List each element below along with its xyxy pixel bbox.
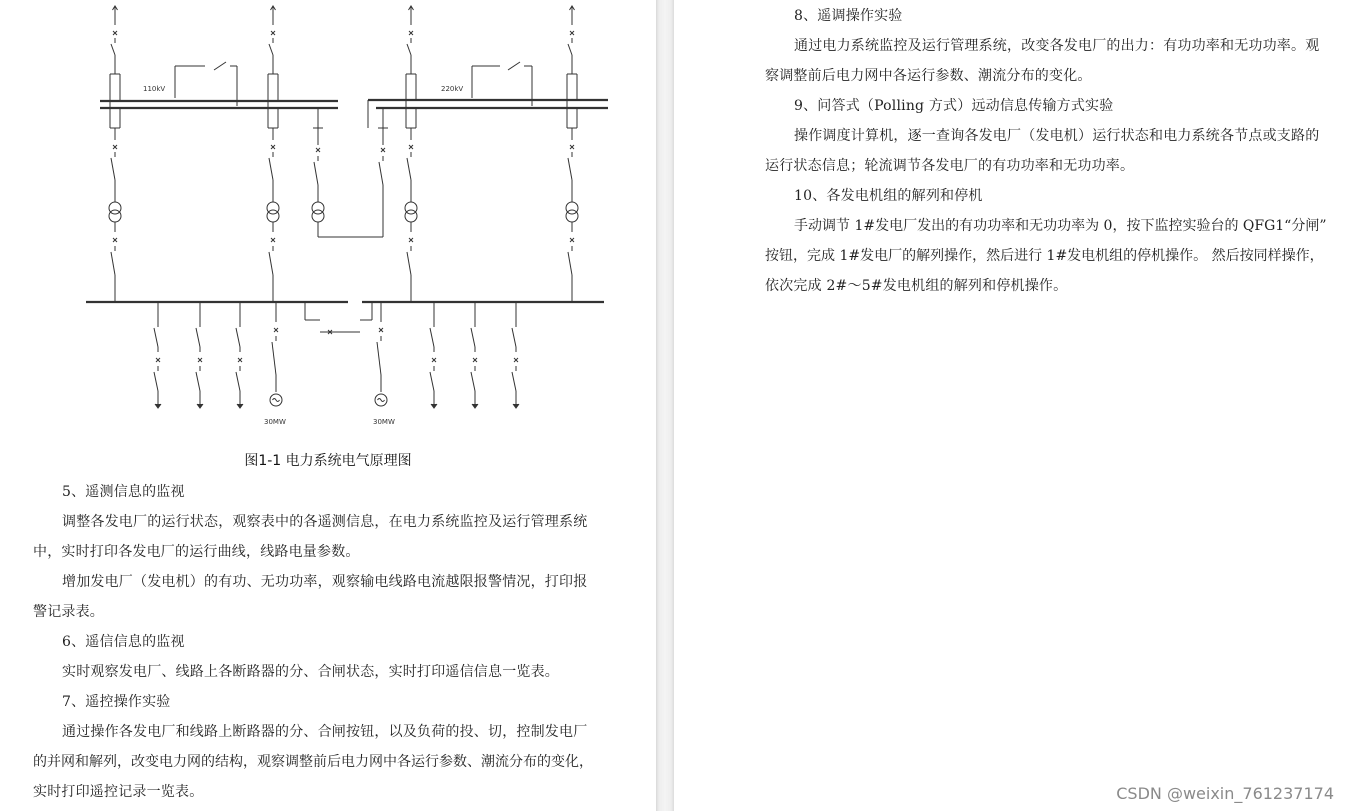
disconnector-switch: [379, 162, 383, 185]
disconnector-switch: [407, 44, 411, 55]
generator-icon: [378, 399, 385, 402]
disconnector-switch: [154, 372, 158, 391]
paragraph-line: 依次完成 2#～5#发电机组的解列和停机操作。: [765, 278, 1068, 294]
load-arrow-icon: [237, 404, 243, 408]
document-page-right: [674, 0, 1350, 811]
transformer-icon: [312, 210, 324, 222]
disconnector-switch: [196, 328, 200, 347]
disconnector-switch: [568, 44, 572, 55]
disconnector-switch: [111, 158, 115, 180]
disconnector-switch: [512, 328, 516, 347]
disconnector-switch: [269, 252, 273, 275]
bus-coupler-switch: [214, 62, 226, 70]
paragraph-line: 通过电力系统监控及运行管理系统，改变各发电厂的出力：有功功率和无功功率。观: [794, 38, 1320, 54]
paragraph-line: 察调整前后电力网中各运行参数、潮流分布的变化。: [765, 68, 1092, 84]
power-system-diagram: [0, 0, 656, 440]
transformer-icon: [109, 210, 121, 222]
disconnector-switch: [269, 44, 273, 55]
heading-section-10: 10、各发电机组的解列和停机: [794, 188, 983, 204]
page-gutter: [656, 0, 674, 811]
paragraph-line: 实时打印遥控记录一览表。: [33, 784, 204, 800]
generator-icon: [273, 399, 280, 402]
paragraph-line: 通过操作各发电厂和线路上断路器的分、合闸按钮，以及负荷的投、切，控制发电厂: [62, 724, 588, 740]
disconnector-switch: [314, 162, 318, 185]
load-arrow-icon: [431, 404, 437, 408]
paragraph-line: 运行状态信息；轮流调节各发电厂的有功功率和无功功率。: [765, 158, 1135, 174]
load-arrow-icon: [472, 404, 478, 408]
disconnector-switch: [377, 342, 381, 375]
load-arrow-icon: [197, 404, 203, 408]
paragraph-line: 中，实时打印各发电厂的运行曲线，线路电量参数。: [33, 544, 360, 560]
bus-label-220kv: 220kV: [441, 85, 464, 93]
heading-section-7: 7、遥控操作实验: [62, 694, 171, 710]
disconnector-switch: [236, 372, 240, 391]
paragraph-line: 调整各发电厂的运行状态，观察表中的各遥测信息，在电力系统监控及运行管理系统: [62, 514, 588, 530]
heading-section-6: 6、遥信信息的监视: [62, 634, 185, 650]
generator-label-right: 30MW: [373, 418, 395, 426]
transformer-icon: [267, 210, 279, 222]
heading-section-8: 8、遥调操作实验: [794, 8, 903, 24]
disconnector-switch: [430, 372, 434, 391]
paragraph-line: 的并网和解列，改变电力网的结构，观察调整前后电力网中各运行参数、潮流分布的变化，: [33, 754, 593, 770]
paragraph-line: 警记录表。: [33, 604, 104, 620]
generator-label-left: 30MW: [264, 418, 286, 426]
disconnector-switch: [512, 372, 516, 391]
paragraph-line: 按钮，完成 1#发电厂的解列操作，然后进行 1#发电机组的停机操作。 然后按同样操作，: [765, 248, 1324, 264]
disconnector-switch: [568, 252, 572, 275]
disconnector-switch: [111, 252, 115, 275]
disconnector-switch: [272, 342, 276, 375]
watermark: CSDN @weixin_761237174: [1116, 784, 1334, 803]
paragraph-line: 实时观察发电厂、线路上各断路器的分、合闸状态，实时打印遥信信息一览表。: [62, 664, 559, 680]
disconnector-switch: [111, 44, 115, 55]
load-arrow-icon: [513, 404, 519, 408]
transformer-icon: [405, 210, 417, 222]
heading-section-9: 9、问答式（Polling 方式）远动信息传输方式实验: [794, 98, 1114, 114]
paragraph-line: 手动调节 1#发电厂发出的有功功率和无功功率为 0，按下监控实验台的 QFG1“分闸”: [794, 218, 1327, 234]
load-arrow-icon: [155, 404, 161, 408]
disconnector-switch: [407, 158, 411, 180]
paragraph-line: 操作调度计算机，逐一查询各发电厂（发电机）运行状态和电力系统各节点或支路的: [794, 128, 1320, 144]
paragraph-line: 增加发电厂（发电机）的有功、无功功率，观察输电线路电流越限报警情况，打印报: [62, 574, 588, 590]
disconnector-switch: [407, 252, 411, 275]
document-page-left: [0, 0, 656, 811]
transformer-icon: [566, 210, 578, 222]
bus-coupler-switch: [508, 62, 520, 70]
disconnector-switch: [154, 328, 158, 347]
bus-label-110kv: 110kV: [143, 85, 166, 93]
disconnector-switch: [471, 328, 475, 347]
disconnector-switch: [196, 372, 200, 391]
disconnector-switch: [236, 328, 240, 347]
heading-section-5: 5、遥测信息的监视: [62, 484, 185, 500]
disconnector-switch: [471, 372, 475, 391]
disconnector-switch: [430, 328, 434, 347]
disconnector-switch: [269, 158, 273, 180]
disconnector-switch: [568, 158, 572, 180]
figure-caption: 图1-1 电力系统电气原理图: [244, 453, 412, 469]
